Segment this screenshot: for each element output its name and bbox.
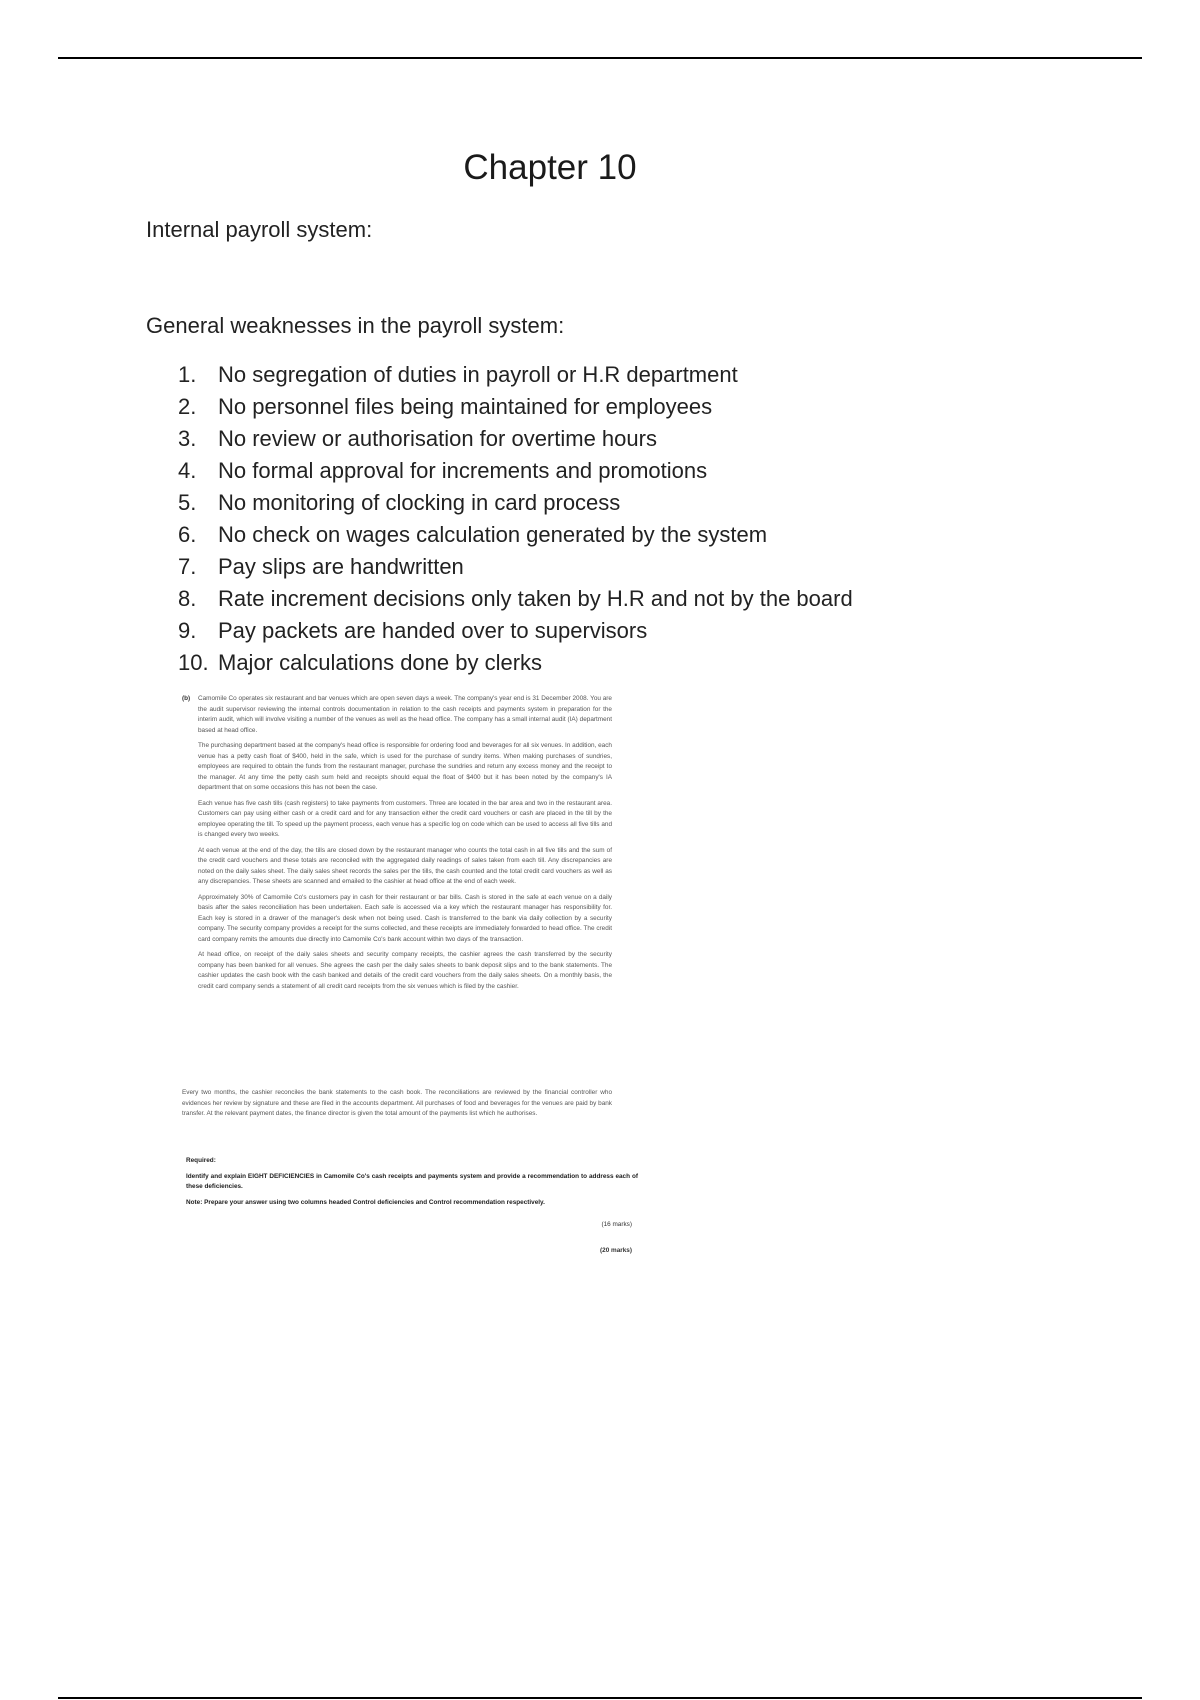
list-item-number: 9.: [178, 618, 197, 643]
list-item-text: Pay slips are handwritten: [218, 554, 464, 579]
list-item-text: No segregation of duties in payroll or H.R department: [218, 362, 738, 387]
list-item: [178, 391, 853, 423]
list-item-number: 6.: [178, 522, 197, 547]
list-item: [178, 583, 853, 615]
question-body: [198, 694, 612, 997]
list-item-number: 5.: [178, 490, 197, 515]
weaknesses-list: [178, 359, 853, 679]
question-paragraph: At head office, on receipt of the daily sales sheets and security company receipts, the cashier agrees the cash transferred by the security company has been banked for all venues. She agrees the cash per the daily sales sheets to bank deposit slips and to the bank statements. The cashier updates the cash book with the cash banked and details of the credit card vouchers from the daily sales sheets. On a monthly basis, the credit card company sends a statement of all credit card receipts from the six venues which is filed by the cashier.: [198, 951, 612, 990]
list-item: [178, 455, 853, 487]
top-rule: [58, 57, 1142, 59]
chapter-title: Chapter 10: [463, 148, 637, 187]
question-tail: [182, 1088, 612, 1120]
list-item: [178, 615, 853, 647]
marks-20: (20 marks): [600, 1247, 632, 1254]
list-item-number: 10.: [178, 650, 209, 675]
question-label: (b): [182, 695, 191, 702]
list-item-text: No monitoring of clocking in card process: [218, 490, 621, 515]
question-paragraph: At each venue at the end of the day, the tills are closed down by the restaurant manager who counts the total cash in all five tills and the sum of the credit card vouchers and these totals are reconciled with the aggregated daily readings of sales taken from each till. Any discrepancies are noted on the daily sales sheet. The daily sales sheet records the sales per the tills, the cash counted and the total credit card vouchers as well as any discrepancies. These sheets are scanned and emailed to the cashier at head office at the end of each week.: [198, 846, 612, 885]
list-item-text: No personnel files being maintained for employees: [218, 394, 713, 419]
list-item-text: Rate increment decisions only taken by H.R and not by the board: [218, 586, 853, 611]
list-item-text: Major calculations done by clerks: [218, 650, 543, 675]
list-item-text: No review or authorisation for overtime hours: [218, 426, 657, 451]
list-item-number: 3.: [178, 426, 197, 451]
section-heading-internal-payroll: Internal payroll system:: [146, 217, 373, 242]
list-item-text: Pay packets are handed over to supervisors: [218, 618, 648, 643]
list-item-text: No formal approval for increments and promotions: [218, 458, 708, 483]
list-item: [178, 647, 853, 679]
note-text: Note: Prepare your answer using two columns headed Control deficiencies and Control recommendation respectively.: [186, 1198, 545, 1206]
list-item: [178, 423, 853, 455]
question-paragraph: Camomile Co operates six restaurant and bar venues which are open seven days a week. The company's year end is 31 December 2008. You are the audit supervisor reviewing the internal controls documentation in relation to the cash receipts and payments system in preparation for the interim audit, which will involve visiting a number of the venues as well as the head office. The company has a small internal audit (IA) department based at head office.: [198, 695, 612, 734]
question-paragraph: Each venue has five cash tills (cash registers) to take payments from customers. Three are located in the bar area and two in the restaurant area. Customers can pay using either cash or a credit card and for any transaction either the credit card vouchers or cash are placed in the till by the employee operating the till. To speed up the payment process, each venue has a specific log on code which can be used to access all five tills and is changed every two weeks.: [198, 799, 612, 838]
list-item: [178, 487, 853, 519]
marks-16: (16 marks): [601, 1221, 632, 1228]
required-text: Identify and explain EIGHT DEFICIENCIES in Camomile Co's cash receipts and payments system and provide a recommendation to address each of these deficiencies.: [186, 1172, 638, 1190]
list-item-number: 8.: [178, 586, 197, 611]
question-requirement: [186, 1156, 638, 1213]
question-paragraph: Every two months, the cashier reconciles the bank statements to the cash book. The reconciliations are reviewed by the financial controller who evidences her review by signature and these are filed in the accounts department. All purchases of food and beverages for the venues are paid by bank transfer. At the relevant payment dates, the finance director is given the total amount of the payments list which he authorises.: [182, 1089, 612, 1117]
question-paragraph: The purchasing department based at the company's head office is responsible for ordering food and beverages for all six venues. In addition, each venue has a petty cash float of $400, held in the safe, which is used for the purchase of sundry items. When making purchases of sundries, employees are required to obtain the funds from the restaurant manager, purchase the sundries and return any excess money and the receipt to the manager. At any time the petty cash sum held and receipts should equal the float of $400 but it has been noted by the company's IA department that on some occasions this has not been the case.: [198, 742, 612, 791]
list-item-number: 1.: [178, 362, 197, 387]
bottom-rule: [58, 1697, 1142, 1699]
list-item: [178, 519, 853, 551]
required-label: Required:: [186, 1157, 216, 1164]
list-item-number: 4.: [178, 458, 197, 483]
list-item: [178, 359, 853, 391]
exam-question-image: [182, 692, 644, 1262]
list-item-text: No check on wages calculation generated by the system: [218, 522, 768, 547]
question-paragraph: Approximately 30% of Camomile Co's customers pay in cash for their restaurant or bar bills. Cash is stored in the safe at each venue on a daily basis after the sales reconciliation has been undertaken. Each safe is accessed via a key which the restaurant manager has responsibility for. Each key is stored in a drawer of the manager's desk when not being used. Cash is transferred to the bank via daily collection by a security company. The security company provides a receipt for the sums collected, and these receipts are immediately forwarded to head office. The credit card company remits the amounts due directly into Camomile Co's bank account within two days of the transaction.: [198, 893, 612, 943]
section-heading-weaknesses: General weaknesses in the payroll system:: [146, 313, 565, 338]
list-item: [178, 551, 853, 583]
list-item-number: 7.: [178, 554, 197, 579]
list-item-number: 2.: [178, 394, 197, 419]
